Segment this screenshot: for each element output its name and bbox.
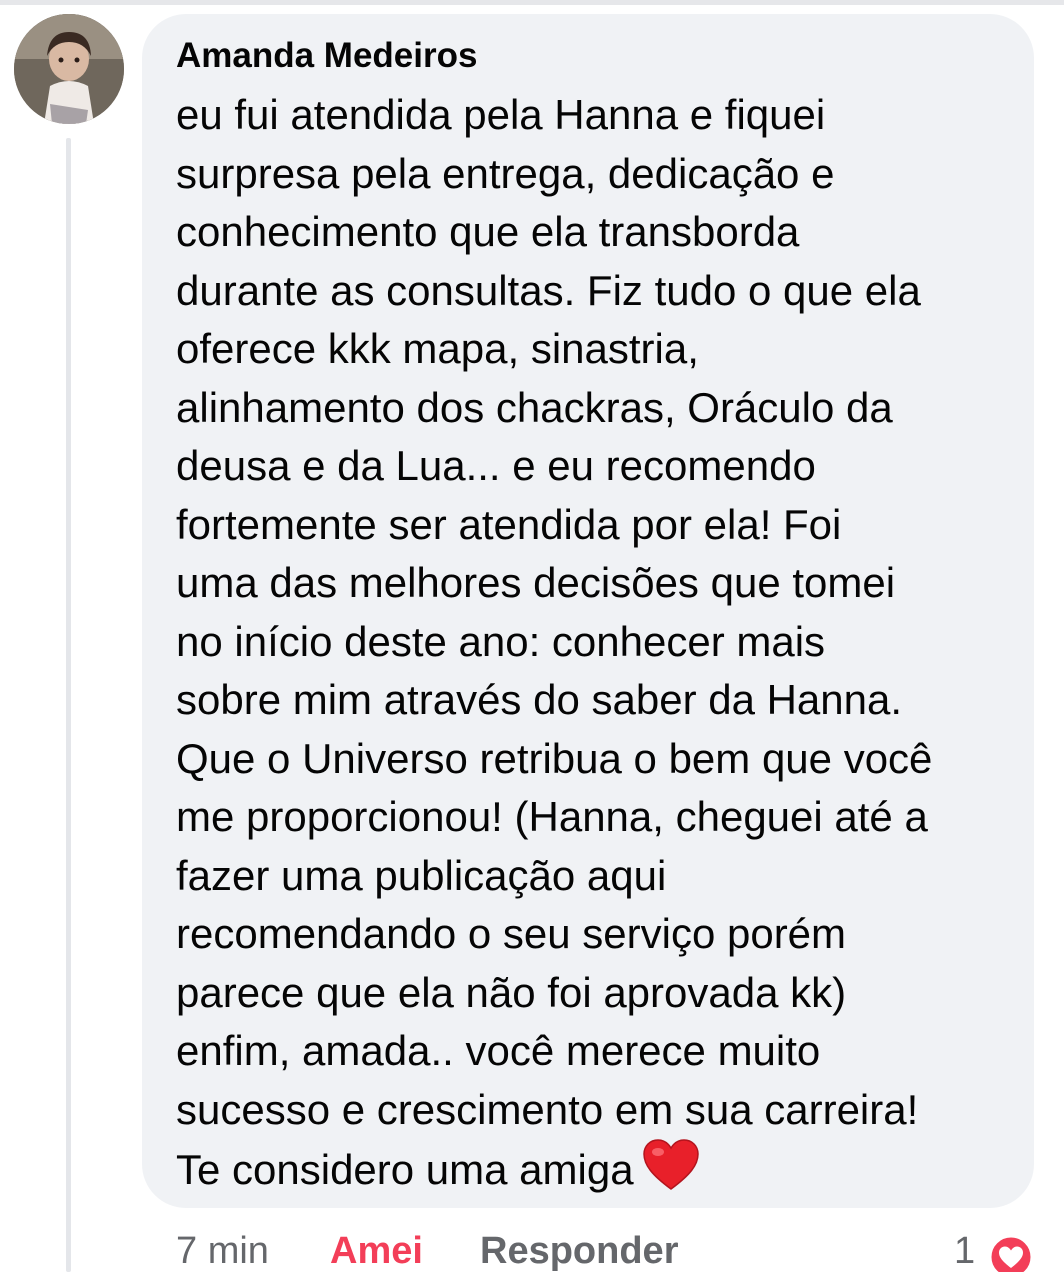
comment-line: durante as consultas. Fiz tudo o que ela	[176, 266, 921, 314]
comment-line: enfim, amada.. você merece muito	[176, 1027, 821, 1074]
comment-line: no início deste ano: conhecer mais	[176, 617, 826, 665]
comment-line: Que o Universo retribua o bem que você	[176, 734, 933, 782]
comment-line: sobre mim através do saber da Hanna.	[176, 676, 903, 723]
comment-line: alinhamento dos chackras, Oráculo da	[176, 383, 893, 431]
thread-line	[66, 138, 71, 1272]
comment-timestamp: 7 min	[176, 1230, 269, 1272]
comment-line: recomendando o seu serviço porém	[176, 910, 847, 957]
avatar-photo	[14, 14, 124, 124]
heart-emoji-icon	[642, 1139, 700, 1191]
comment-text	[176, 86, 1026, 1200]
comment-line: sucesso e crescimento em sua carreira!	[176, 1085, 919, 1133]
top-divider	[0, 0, 1064, 5]
comment-line: conhecimento que ela transborda	[176, 208, 800, 255]
comment-author[interactable]: Amanda Medeiros	[176, 36, 478, 75]
comment-line: parece que ela não foi aprovada kk)	[176, 968, 847, 1016]
comment-actions	[0, 1230, 1064, 1272]
comment-line-text: Te considero uma amiga	[176, 1146, 634, 1193]
comment-line: uma das melhores decisões que tomei	[176, 559, 896, 606]
reply-button[interactable]: Responder	[480, 1230, 679, 1272]
comment-line: deusa e da Lua... e eu recomendo	[176, 442, 816, 489]
comment-line: surpresa pela entrega, dedicação e	[176, 149, 835, 197]
comment-line: eu fui atendida pela Hanna e fiquei	[176, 91, 826, 138]
love-reaction-icon[interactable]	[988, 1234, 1034, 1272]
comment-line: fortemente ser atendida por ela! Foi	[176, 500, 842, 548]
comment-line-last	[176, 1139, 1026, 1200]
comment-line: fazer uma publicação aqui	[176, 851, 667, 899]
comment-line: oferece kkk mapa, sinastria,	[176, 325, 699, 372]
love-reaction-button[interactable]: Amei	[330, 1230, 423, 1272]
avatar[interactable]	[14, 14, 124, 124]
reaction-count[interactable]: 1	[954, 1230, 976, 1272]
comment-line: me proporcionou! (Hanna, cheguei até a	[176, 793, 928, 840]
